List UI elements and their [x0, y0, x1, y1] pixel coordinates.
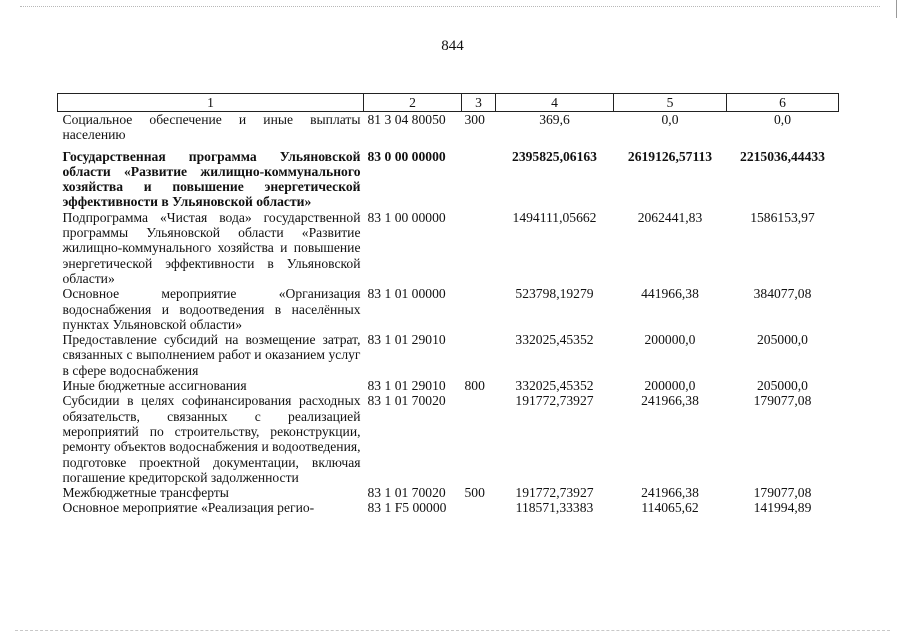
row-value-4: 2395825,06163	[512, 148, 597, 164]
row-code: 83 1 01 70020	[367, 485, 446, 501]
row-value-6: 1586153,97	[750, 209, 815, 225]
row-value-5: 114065,62	[641, 500, 699, 516]
table-row	[58, 500, 839, 515]
row-value-6: 0,0	[774, 112, 791, 127]
table-row	[58, 332, 839, 378]
table-row	[58, 393, 839, 485]
row-value-4: 332025,45352	[515, 378, 594, 394]
row-expense-type	[462, 210, 496, 286]
header-col-6: 6	[727, 94, 839, 112]
row-value-4: 369,6	[539, 112, 570, 127]
row-value-5: 0,0	[661, 112, 679, 127]
row-value-4: 118571,33383	[515, 500, 594, 516]
row-value-5: 441966,38	[641, 286, 699, 302]
row-value-4: 523798,19279	[515, 286, 594, 302]
row-value-5: 2062441,83	[637, 209, 703, 225]
row-value-6: 179077,08	[753, 393, 812, 409]
row-value-6: 2215036,44433	[740, 148, 825, 164]
row-expense-type	[462, 286, 496, 332]
row-code: 83 1 01 29010	[367, 378, 446, 394]
row-name: Государственная программа Ульяновской области «Развитие жилищно-коммунального хозяйства и повышение энергетической эффективности в Ульяновской области»	[62, 148, 361, 210]
row-value-6: 384077,08	[753, 286, 812, 302]
row-value-5: 241966,38	[641, 485, 699, 501]
row-code: 81 3 04 80050	[367, 112, 446, 127]
table-row	[58, 485, 839, 500]
row-name: Основное мероприятие «Реализация регио-	[62, 500, 315, 516]
page-number: 844	[441, 38, 464, 54]
row-code: 83 0 00 00000	[367, 148, 446, 164]
row-value-5: 2619126,57113	[627, 148, 713, 164]
row-value-4: 1494111,05662	[512, 209, 597, 225]
row-code: 83 1 F5 00000	[367, 500, 447, 516]
row-name: Субсидии в целях софинансирования расходных обязательств, связанных с реализацией мероприятий по строительству, реконструкции, ремонту объектов водоснабжения и водоотведения, подготовке проектной документации, включая погашение кредиторской задолженности	[62, 393, 361, 485]
row-value-5: 200000,0	[644, 378, 696, 394]
header-col-5: 5	[614, 94, 727, 112]
row-value-6: 205000,0	[757, 378, 808, 394]
row-value-5: 241966,38	[641, 393, 699, 409]
scan-bottom-edge	[15, 630, 890, 631]
table-row	[58, 286, 839, 332]
header-col-2: 2	[364, 94, 462, 112]
row-value-6: 205000,0	[757, 332, 808, 348]
row-code: 83 1 01 29010	[367, 332, 446, 348]
row-expense-type	[462, 143, 496, 210]
table-row	[58, 143, 839, 210]
row-name: Социальное обеспечение и иные выплаты населению	[62, 112, 361, 143]
row-name: Предоставление субсидий на возмещение затрат, связанных с выполнением работ и оказанием услуг в сфере водоснабжения	[62, 332, 361, 378]
row-expense-type	[462, 500, 496, 515]
row-name: Подпрограмма «Чистая вода» государственной программы Ульяновской области «Развитие жилищно-коммунального хозяйства и повышение энергетической эффективности в Ульяновской области»	[62, 209, 361, 286]
row-expense-type	[462, 332, 496, 378]
table-row	[58, 210, 839, 286]
row-value-6: 179077,08	[753, 485, 812, 501]
row-code: 83 1 00 00000	[367, 209, 446, 225]
row-expense-type	[462, 393, 496, 485]
row-value-4: 191772,73927	[515, 393, 594, 409]
table-row	[58, 112, 839, 143]
row-name: Иные бюджетные ассигнования	[62, 378, 247, 394]
header-col-1: 1	[58, 94, 364, 112]
row-code: 83 1 01 00000	[367, 286, 446, 302]
scan-top-edge	[20, 6, 880, 7]
table-row	[58, 378, 839, 393]
row-name: Основное мероприятие «Организация водоснабжения и водоотведения в населённых пунктах Ульяновской области»	[62, 286, 361, 332]
row-expense-type: 500	[464, 485, 485, 501]
row-value-4: 191772,73927	[515, 485, 594, 501]
row-expense-type: 800	[464, 378, 485, 394]
row-name: Межбюджетные трансферты	[62, 485, 229, 501]
row-value-5: 200000,0	[644, 332, 696, 348]
header-col-4: 4	[496, 94, 614, 112]
row-expense-type: 300	[464, 112, 485, 127]
budget-table	[57, 93, 839, 516]
header-col-3: 3	[462, 94, 496, 112]
scan-right-mark	[896, 0, 897, 18]
table-header-row	[58, 94, 839, 112]
row-code: 83 1 01 70020	[367, 393, 446, 409]
row-value-6: 141994,89	[753, 500, 812, 516]
row-value-4: 332025,45352	[515, 332, 594, 348]
